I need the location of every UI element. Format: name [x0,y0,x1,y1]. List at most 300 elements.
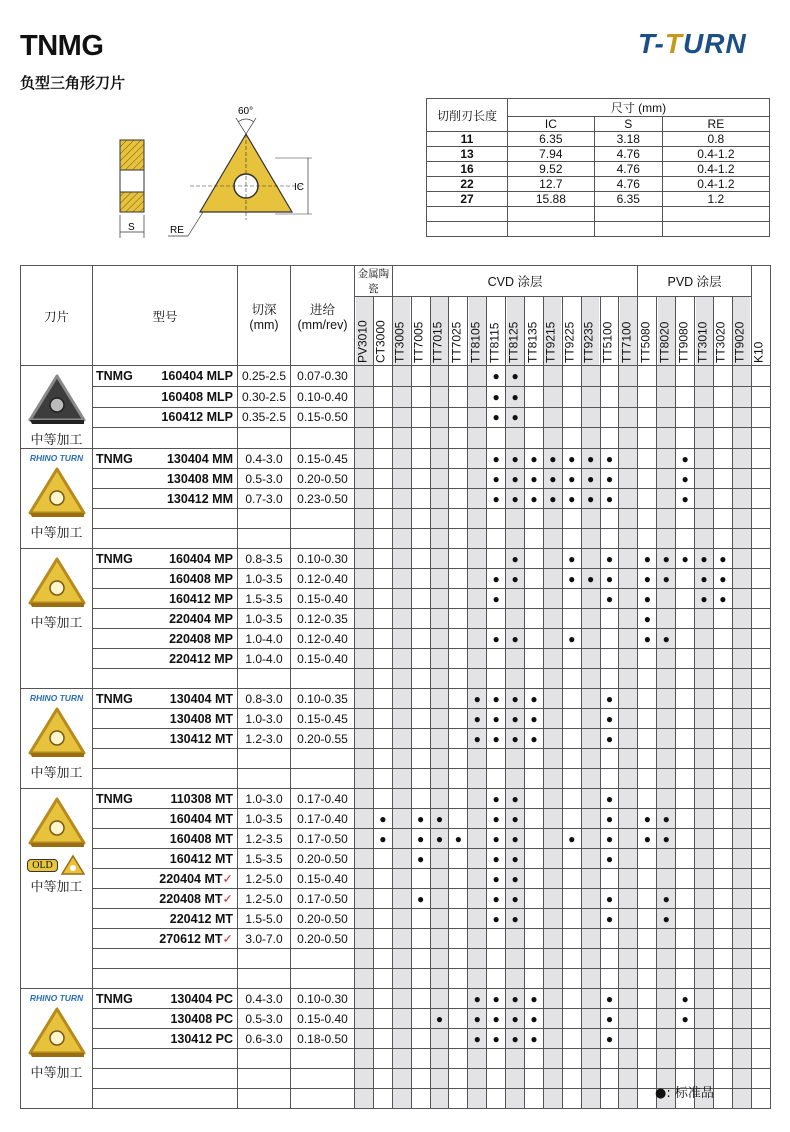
grade-cell [562,609,581,629]
grade-cell [657,386,676,407]
grade-cell [695,769,714,789]
grade-cell: ● [695,589,714,609]
grade-cell [373,1029,392,1049]
grade-cell [373,929,392,949]
dim-value: 6.35 [594,192,662,207]
grade-cell [713,1009,732,1029]
grade-cell [581,909,600,929]
dim-row-empty [427,222,770,237]
grade-cell: ● [487,729,506,749]
grade-cell [676,789,695,809]
dim-value [594,222,662,237]
grade-cell [506,969,525,989]
grade-cell [581,689,600,709]
grade-cell [543,589,562,609]
grade-cell [713,709,732,729]
grade-cell [411,909,430,929]
grade-cell [411,709,430,729]
grade-cell: ● [487,849,506,869]
grade-cell [562,889,581,909]
grade-cell [392,407,411,428]
dim-value: 3.18 [594,132,662,147]
grade-cell [392,509,411,529]
grade-cell [449,529,468,549]
grade-cell: ● [695,569,714,589]
depth-cell: 1.2-5.0 [238,889,291,909]
grade-cell [751,829,770,849]
grade-cell [449,509,468,529]
feed-cell: 0.10-0.30 [291,989,355,1009]
grade-cell [392,669,411,689]
grade-cell [411,366,430,387]
table-row [21,1009,771,1029]
grade-cell [751,809,770,829]
grade-cell [355,609,374,629]
grade-cell: ● [506,629,525,649]
grade-cell: ● [487,689,506,709]
grade-cell [581,949,600,969]
model-code: 160412 MP [169,591,233,606]
page-title: TNMG [20,30,104,62]
grade-cell [657,729,676,749]
grade-cell [562,949,581,969]
grade-cell [373,649,392,669]
grade-cell [562,1009,581,1029]
grade-cell [430,589,449,609]
dim-header-ic: IC [508,117,595,132]
grade-cell [695,849,714,869]
grade-cell [732,869,751,889]
grade-cell [751,749,770,769]
grade-tt9235: TT9235 [581,297,600,366]
grade-tt9225: TT9225 [562,297,581,366]
grade-cell [430,629,449,649]
grade-cell [411,509,430,529]
grade-cell [525,366,544,387]
dim-value: 0.4-1.2 [662,162,769,177]
grade-cell [392,469,411,489]
grade-cell [657,407,676,428]
table-row [21,669,771,689]
grade-cell: ● [506,689,525,709]
grade-cell [676,609,695,629]
grade-cell [676,386,695,407]
insert-image-cell [21,449,93,549]
grade-cell [373,428,392,449]
grade-cell [619,1049,638,1069]
table-row [21,649,771,669]
model-cell [93,1069,238,1089]
grade-cell: ● [562,489,581,509]
grade-cell [392,489,411,509]
grade-cell [732,569,751,589]
grade-cell [468,949,487,969]
grade-cell [468,969,487,989]
grade-cell [543,569,562,589]
grade-cell [411,649,430,669]
feed-cell: 0.15-0.45 [291,449,355,469]
grade-cell [468,549,487,569]
grade-cell [562,529,581,549]
grade-cell [657,949,676,969]
grade-cell [449,569,468,589]
grade-cell [562,809,581,829]
grade-cell: ● [506,809,525,829]
grade-cell: ● [581,449,600,469]
grade-cell [468,1069,487,1089]
grade-cell [468,407,487,428]
grade-cell [695,869,714,889]
grade-cell: ● [468,1029,487,1049]
grade-cell: ● [525,489,544,509]
grade-cell [751,729,770,749]
grade-cell: ● [657,889,676,909]
grade-cell [411,489,430,509]
grade-cell [430,689,449,709]
dim-value: 1.2 [662,192,769,207]
grade-cell [581,989,600,1009]
grade-cell [449,769,468,789]
grade-cell [468,509,487,529]
table-row [21,869,771,889]
grade-cell [355,489,374,509]
grade-cell: ● [411,829,430,849]
grade-cell [449,1029,468,1049]
feed-cell: 0.17-0.50 [291,829,355,849]
grade-cell [695,629,714,649]
grade-cell [600,386,619,407]
table-row [21,549,771,569]
model-cell [93,509,238,529]
grade-cell [676,769,695,789]
table-row [21,1029,771,1049]
grade-cell: ● [449,829,468,849]
feed-cell: 0.07-0.30 [291,366,355,387]
model-code: 270612 MT [159,932,223,946]
side-view-mid [120,170,144,192]
grade-cell [525,1069,544,1089]
grade-cell [713,428,732,449]
grade-cell [543,749,562,769]
grade-cell [373,509,392,529]
grade-tt9020: TT9020 [732,297,751,366]
grade-cell: ● [487,889,506,909]
grade-cell: ● [562,629,581,649]
grade-tt8020: TT8020 [657,297,676,366]
grade-cell [449,469,468,489]
depth-cell [238,529,291,549]
grade-cell [638,869,657,889]
grade-cell [392,829,411,849]
depth-cell: 0.35-2.5 [238,407,291,428]
grade-cell [676,929,695,949]
grade-cell [506,929,525,949]
grade-cell [468,889,487,909]
grade-cell: ● [638,569,657,589]
grade-cell [751,1089,770,1109]
grade-cell [657,709,676,729]
grade-cell [449,407,468,428]
depth-cell: 0.6-3.0 [238,1029,291,1049]
grade-cell [732,609,751,629]
grade-cell [581,969,600,989]
grade-cell [543,1089,562,1109]
dim-s-label: S [128,222,135,233]
grade-cell [355,1049,374,1069]
grade-cell [638,689,657,709]
model-cell [93,929,238,949]
grade-cell [619,428,638,449]
grade-cell [695,669,714,689]
grade-cell [751,1049,770,1069]
grade-cell [751,989,770,1009]
grade-cell [392,649,411,669]
depth-cell: 3.0-7.0 [238,929,291,949]
dim-header-s: S [594,117,662,132]
depth-cell: 1.0-3.5 [238,809,291,829]
grade-cell [468,1089,487,1109]
grade-cell [355,689,374,709]
grade-cell [430,1069,449,1089]
grade-cell [525,649,544,669]
grade-cell [525,589,544,609]
dim-value [427,222,508,237]
grade-cell [373,407,392,428]
grade-cell [619,1029,638,1049]
grade-cell [411,589,430,609]
table-row [21,729,771,749]
grade-cell [355,386,374,407]
grade-cell [392,729,411,749]
grade-cell [751,366,770,387]
grade-tt3010: TT3010 [695,297,714,366]
grade-cell [676,407,695,428]
model-cell [93,769,238,789]
grade-cell [562,1049,581,1069]
grade-cell [676,889,695,909]
grade-cell [562,769,581,789]
grade-cell [373,1089,392,1109]
grade-tt8125: TT8125 [506,297,525,366]
grade-cell: ● [543,449,562,469]
grade-cell [581,1069,600,1089]
grade-cell [695,1009,714,1029]
model-cell [93,649,238,669]
grade-cell [373,949,392,969]
feed-cell [291,969,355,989]
grade-cell [543,789,562,809]
feed-cell: 0.17-0.40 [291,809,355,829]
model-cell [93,749,238,769]
depth-cell [238,969,291,989]
model-cell [93,529,238,549]
grade-cell [430,469,449,489]
grade-cell: ● [506,849,525,869]
grade-cell [543,386,562,407]
grade-cell [487,769,506,789]
grade-cell [638,649,657,669]
grade-cell [543,829,562,849]
grade-cell [713,366,732,387]
grade-cell [732,989,751,1009]
grade-cell [695,386,714,407]
dim-row [427,177,770,192]
grade-cell [468,869,487,889]
grade-cell [732,809,751,829]
grade-cell: ● [600,709,619,729]
grade-cell [468,449,487,469]
grade-cell [676,569,695,589]
grade-cell [543,407,562,428]
grade-cell [525,609,544,629]
feed-cell: 0.20-0.50 [291,469,355,489]
grade-cell [449,609,468,629]
grade-cell: ● [600,909,619,929]
grade-cell [638,1069,657,1089]
grade-cell [543,428,562,449]
feed-cell: 0.20-0.50 [291,909,355,929]
grade-cell [581,428,600,449]
side-view-top [120,140,144,170]
model-cell [93,829,238,849]
grade-cell [751,649,770,669]
grade-cell [449,1089,468,1109]
grade-cell [657,929,676,949]
grade-cell [543,849,562,869]
grade-cell: ● [676,549,695,569]
grade-cell: ● [600,889,619,909]
grade-cell [676,689,695,709]
grade-cell [600,407,619,428]
grade-cell [355,929,374,949]
grade-cell [525,909,544,929]
grade-cell [449,489,468,509]
grade-cell [657,428,676,449]
feed-cell [291,769,355,789]
grade-cell [468,428,487,449]
grade-cell: ● [487,569,506,589]
grade-cell [411,569,430,589]
grade-cell [562,669,581,689]
feed-cell: 0.15-0.40 [291,869,355,889]
grade-cell [392,449,411,469]
dim-value [508,207,595,222]
grade-cell: ● [506,386,525,407]
grade-cell [355,509,374,529]
grade-cell [732,449,751,469]
grade-cell [355,549,374,569]
grade-cell: ● [468,709,487,729]
grade-cell [373,449,392,469]
grade-cell [543,709,562,729]
grade-cell [373,969,392,989]
grade-cell [373,569,392,589]
grade-cell [543,729,562,749]
grade-cell [638,386,657,407]
insert-triangle-icon [26,795,88,849]
grade-cell: ● [543,469,562,489]
feed-cell: 0.18-0.50 [291,1029,355,1049]
model-cell [93,629,238,649]
grade-cell [732,428,751,449]
grade-cell [430,1029,449,1049]
angle-label: 60° [238,106,254,117]
insert-caption: 中等加工 [30,766,83,781]
grade-cell [373,889,392,909]
depth-cell: 0.4-3.0 [238,449,291,469]
grade-cell [355,869,374,889]
grade-cell [506,949,525,969]
grade-cell [449,969,468,989]
grade-cell [411,449,430,469]
depth-cell [238,949,291,969]
grade-cell [525,749,544,769]
model-cell [93,889,238,909]
table-row [21,969,771,989]
grade-cell [600,609,619,629]
grade-cell [562,1089,581,1109]
grade-cell [449,449,468,469]
table-row [21,569,771,589]
grade-cell [411,609,430,629]
grade-cell [695,1049,714,1069]
grade-cell [525,809,544,829]
table-row [21,469,771,489]
grade-cell: ● [506,366,525,387]
dim-value [594,207,662,222]
grade-cell [713,929,732,949]
grade-cell [355,969,374,989]
feed-cell: 0.10-0.40 [291,386,355,407]
dim-value: 12.7 [508,177,595,192]
grade-cell [468,769,487,789]
feed-cell: 0.20-0.55 [291,729,355,749]
grade-cell [525,629,544,649]
depth-cell: 0.4-3.0 [238,989,291,1009]
grade-cell [430,709,449,729]
grade-cell: ● [600,809,619,829]
grade-cell [695,509,714,529]
grade-cell [600,366,619,387]
depth-cell: 0.8-3.5 [238,549,291,569]
grade-cell [732,669,751,689]
grade-cell [751,428,770,449]
grade-cell: ● [600,1009,619,1029]
grade-cell [751,689,770,709]
table-row [21,989,771,1009]
grade-tt8105: TT8105 [468,297,487,366]
grade-cell [449,929,468,949]
grade-cell [373,589,392,609]
grade-cell: ● [600,469,619,489]
model-code: 130408 MT [169,711,233,726]
grade-cell [392,589,411,609]
grade-cell [581,1049,600,1069]
grade-cell [676,529,695,549]
grade-cell [581,366,600,387]
model-cell [93,428,238,449]
grade-cell [506,749,525,769]
grade-tt7015: TT7015 [430,297,449,366]
grade-cell [732,769,751,789]
insert-caption: 中等加工 [30,880,83,895]
grade-cell [619,1089,638,1109]
grade-cell [600,669,619,689]
depth-cell [238,428,291,449]
grade-cell [619,709,638,729]
old-badge: OLD [27,859,58,872]
grade-cell [619,769,638,789]
